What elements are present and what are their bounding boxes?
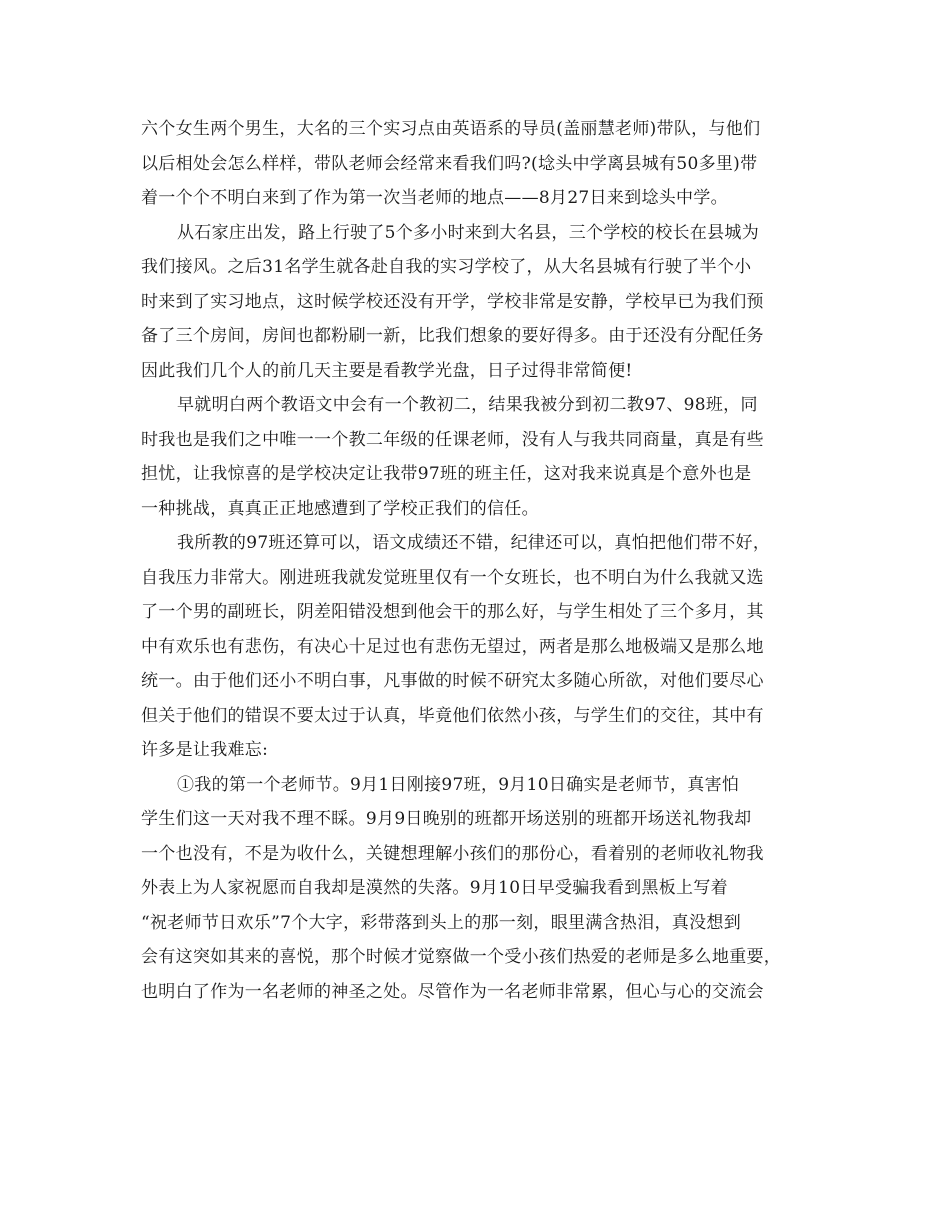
text-line: 一种挑战，真真正正地感遭到了学校正我们的信任。 <box>141 498 539 519</box>
text-line: 自我压力非常大。刚进班我就发觉班里仅有一个女班长，也不明白为什么我就又选 <box>141 567 764 588</box>
text-line: 以后相处会怎么样样，带队老师会经常来看我们吗?(埝头中学离县城有50多里)带 <box>141 153 758 174</box>
text-line: 时我也是我们之中唯一一个教二年级的任课老师，没有人与我共同商量，真是有些 <box>141 429 764 450</box>
paragraph-first-line: ①我的第一个老师节。9月1日刚接97班，9月10日确实是老师节，真害怕 <box>177 774 740 795</box>
paragraph-first-line: 早就明白两个教语文中会有一个教初二，结果我被分到初二教97、98班，同 <box>177 395 758 415</box>
text-line: 但关于他们的错误不要太过于认真，毕竟他们依然小孩，与学生们的交往，其中有 <box>141 705 764 726</box>
text-line: 外表上为人家祝愿而自我却是漠然的失落。9月10日早受骗我看到黑板上写着 <box>141 878 728 898</box>
paragraph-first-line: 我所教的97班还算可以，语文成绩还不错，纪律还可以，真怕把他们带不好， <box>177 533 771 553</box>
paragraph-first-line: 从石家庄出发，路上行驶了5个多小时来到大名县，三个学校的校长在县城为 <box>177 222 760 243</box>
text-line: “祝老师节日欢乐”7个大字，彩带落到头上的那一刻，眼里满含热泪，真没想到 <box>141 912 741 933</box>
text-line: 学生们这一天对我不理不睬。9月9日晚别的班都开场送别的班都开场送礼物我却 <box>141 809 752 829</box>
text-line: 一个也没有，不是为收什么，关键想理解小孩们的那份心，看着别的老师收礼物我 <box>141 843 764 864</box>
text-line: 了一个男的副班长，阴差阳错没想到他会干的那么好，与学生相处了三个多月，其 <box>141 602 764 622</box>
text-line: 会有这突如其来的喜悦，那个时候才觉察做一个受小孩们热爱的老师是多么地重要， <box>141 947 782 967</box>
text-line: 六个女生两个男生，大名的三个实习点由英语系的导员(盖丽慧老师)带队，与他们 <box>141 119 761 139</box>
text-line: 时来到了实习地点，这时候学校还没有开学，学校非常是安静，学校早已为我们预 <box>141 291 764 312</box>
text-line: 因此我们几个人的前几天主要是看教学光盘，日子过得非常简便! <box>141 360 633 381</box>
text-line: 备了三个房间，房间也都粉刷一新，比我们想象的要好得多。由于还没有分配任务 <box>141 326 764 346</box>
body-text <box>141 112 821 1009</box>
text-line: 统一。由于他们还小不明白事，凡事做的时候不研究太多随心所欲，对他们要尽心 <box>141 671 764 691</box>
text-line: 着一个个不明白来到了作为第一次当老师的地点——8月27日来到埝头中学。 <box>141 188 728 208</box>
text-line: 中有欢乐也有悲伤，有决心十足过也有悲伤无望过，两者是那么地极端又是那么地 <box>141 636 764 657</box>
text-line: 担忧，让我惊喜的是学校决定让我带97班的班主任，这对我来说真是个意外也是 <box>141 464 752 484</box>
text-line: 许多是让我难忘: <box>141 740 269 760</box>
text-line: 我们接风。之后31名学生就各赴自我的实习学校了，从大名县城有行驶了半个小 <box>141 257 752 277</box>
text-line: 也明白了作为一名老师的神圣之处。尽管作为一名老师非常累，但心与心的交流会 <box>141 981 764 1002</box>
